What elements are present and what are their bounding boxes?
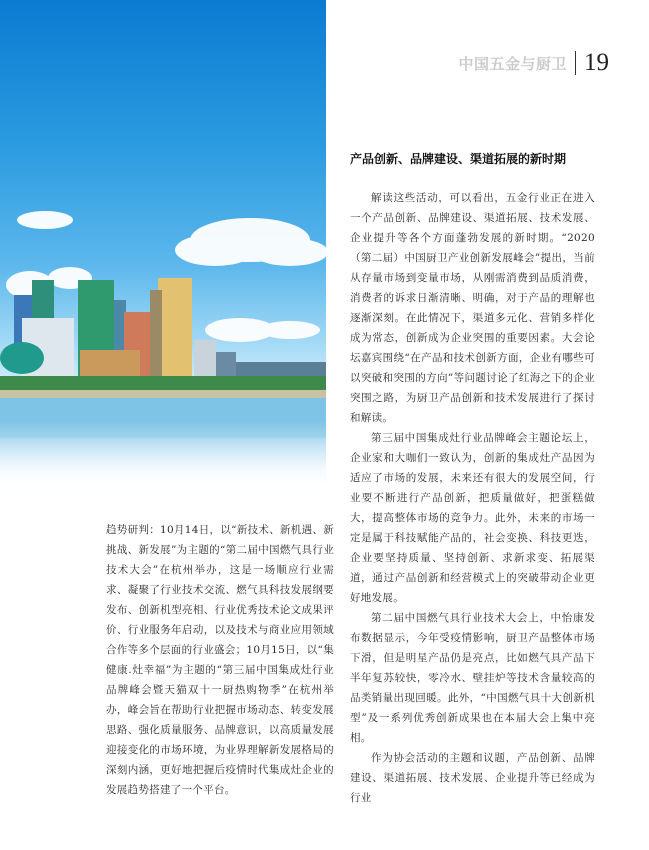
magazine-brand: 中国五金与厨卫 xyxy=(458,54,567,73)
paragraph-2: 第三届中国集成灶行业品牌峰会主题论坛上，企业家和大咖们一致认为，创新的集成灶产品因为适应了市场的发展，未来还有很大的发展空间，行业要不断进行产品创新，把质量做好，把蛋糕做大，提高整体市场的竞争力。此外，未来的市场一定是属于科技赋能产品的，社会变换、科技更迭，企业要坚持质量、坚持创新、求新求变、拓展渠道，通过产品创新和经营模式上的突破带动企业更好地发展。 xyxy=(350,432,595,604)
paragraph-1: 解读这些活动，可以看出，五金行业正在进入一个产品创新、品牌建设、渠道拓展、技术发展、企业提升等各个方面蓬勃发展的新时期。“2020（第二届）中国厨卫产业创新发展峰会”提出，当前从存量市场到变量市场，从刚需消费到品质消费，消费者的诉求日渐清晰、明确，对于产品的理解也逐渐深刻。在此情况下，渠道多元化、营销多样化成为常态，创新成为企业突围的重要因素。大会论坛嘉宾围绕“在产品和技术创新方面，企业有哪些可以突破和突围的方向”等问题讨论了红海之下的企业突围之路，为厨卫产品创新和技术发展进行了探讨和解读。 xyxy=(350,192,595,424)
left-column xyxy=(106,520,334,800)
skyline-illustration xyxy=(0,0,326,485)
trend-paragraph: 趋势研判：10月14日，以“新技术、新机遇、新挑战、新发展”为主题的“第二届中国燃气具行业技术大会”在杭州举办，这是一场顺应行业需求、凝聚了行业技术交流、燃气具科技发展纲要发布、创新机型亮相、行业优秀技术论文成果评价、行业服务年启动，以及技术与商业应用领域合作等多个层面的行业盛会；10月15日，以“集健康.灶幸福”为主题的“第三届中国集成灶行业品牌峰会暨天猫双十一厨热购物季”在杭州举办，峰会旨在帮助行业把握市场动态、转变发展思路、强化质量服务、品牌意识，以高质量发展迎接变化的市场环境，为业界理解新发展格局的深刻内涵，更好地把握后疫情时代集成灶企业的发展趋势搭建了一个平台。 xyxy=(106,524,334,796)
page-number: 19 xyxy=(584,49,609,76)
divider xyxy=(575,51,576,75)
city-skyline-photo xyxy=(0,0,326,485)
paragraph-3: 第二届中国燃气具行业技术大会上，中怡康发布数据显示，今年受疫情影响，厨卫产品整体市场下滑，但是明星产品仍是亮点，比如燃气具产品下半年复苏较快，零冷水、壁挂炉等技术含量较高的品类销量出现回暖。此外，“中国燃气具十大创新机型”及一系列优秀创新成果也在本届大会上集中亮相。 xyxy=(350,612,595,744)
section-heading: 产品创新、品牌建设、渠道拓展的新时期 xyxy=(350,152,567,166)
masthead xyxy=(458,48,609,78)
photo-fade xyxy=(0,420,326,485)
paragraph-4: 作为协会活动的主题和议题，产品创新、品牌建设、渠道拓展、技术发展、企业提升等已经成为行业 xyxy=(350,752,595,804)
right-column xyxy=(350,188,595,808)
